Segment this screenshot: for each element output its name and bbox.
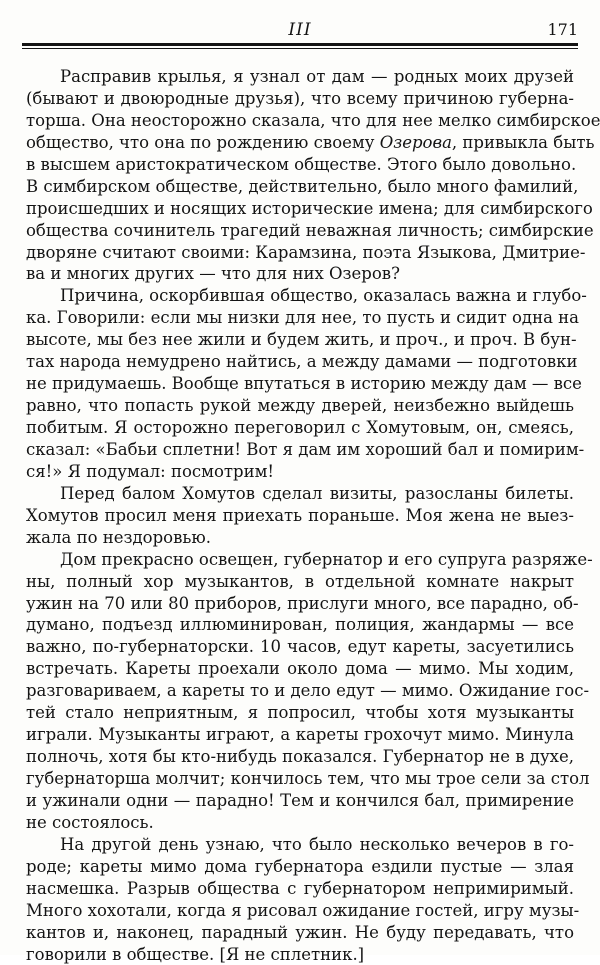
text-line: (бывают и двоюродные друзья), что всему причиною губерна- bbox=[26, 88, 574, 110]
text-line: говорили в обществе. [Я не сплетник.] bbox=[26, 944, 574, 965]
text-line: губернаторша молчит; кончилось тем, что мы трое сели за стол bbox=[26, 768, 574, 790]
text-line: кантов и, наконец, парадный ужин. Не буду передавать, что bbox=[26, 922, 574, 944]
text-line: тах народа немудрено найтись, а между дамами — подготовки bbox=[26, 351, 574, 373]
italic-name: Озерова bbox=[380, 133, 452, 152]
text-line: происшедших и носящих исторические имена; для симбирского bbox=[26, 198, 574, 220]
text-line: не придумаешь. Вообще впутаться в историю между дам — все bbox=[26, 373, 574, 395]
text-run: , привыкла быть bbox=[452, 133, 595, 152]
paragraph bbox=[26, 285, 574, 482]
text-line bbox=[26, 132, 574, 154]
page-header bbox=[22, 18, 578, 44]
text-line: ка. Говорили: если мы низки для нее, то пусть и сидит одна на bbox=[26, 307, 574, 329]
text-line: в высшем аристократическом обществе. Этого было довольно. bbox=[26, 154, 574, 176]
page-number: 171 bbox=[547, 20, 578, 39]
text-line: Причина, оскорбившая общество, оказалась важна и глубо- bbox=[26, 285, 574, 307]
text-run: общество, что она по рождению своему bbox=[26, 133, 380, 152]
text-line: дворяне считают своими: Карамзина, поэта Языкова, Дмитрие- bbox=[26, 242, 574, 264]
paragraph bbox=[26, 483, 574, 549]
text-line: и ужинали одни — парадно! Тем и кончился бал, примирение bbox=[26, 790, 574, 812]
text-line: насмешка. Разрыв общества с губернатором непримиримый. bbox=[26, 878, 574, 900]
text-line: ся!» Я подумал: посмотрим! bbox=[26, 461, 574, 483]
paragraph bbox=[26, 66, 574, 285]
running-title: III bbox=[22, 20, 578, 40]
text-line: Дом прекрасно освещен, губернатор и его супруга разряже- bbox=[26, 549, 574, 571]
text-line: равно, что попасть рукой между дверей, неизбежно выйдешь bbox=[26, 395, 574, 417]
text-line: тей стало неприятным, я попросил, чтобы хотя музыканты bbox=[26, 702, 574, 724]
text-line: встречать. Кареты проехали около дома — мимо. Мы ходим, bbox=[26, 658, 574, 680]
paragraph bbox=[26, 549, 574, 834]
text-line: ны, полный хор музыкантов, в отдельной комнате накрыт bbox=[26, 571, 574, 593]
text-line: ужин на 70 или 80 приборов, прислуги много, все парадно, об- bbox=[26, 593, 574, 615]
header-rule-thin bbox=[22, 48, 578, 49]
text-line: не состоялось. bbox=[26, 812, 574, 834]
text-line: играли. Музыканты играют, а кареты грохочут мимо. Минула bbox=[26, 724, 574, 746]
text-line: общества сочинитель трагедий неважная личность; симбирские bbox=[26, 220, 574, 242]
text-line: побитым. Я осторожно переговорил с Хомутовым, он, смеясь, bbox=[26, 417, 574, 439]
text-line: Много хохотали, когда я рисовал ожидание гостей, игру музы- bbox=[26, 900, 574, 922]
text-line: Расправив крылья, я узнал от дам — родных моих друзей bbox=[26, 66, 574, 88]
text-line: полночь, хотя бы кто-нибудь показался. Губернатор не в духе, bbox=[26, 746, 574, 768]
body-text bbox=[26, 66, 574, 965]
text-line: торша. Она неосторожно сказала, что для нее мелко симбирское bbox=[26, 110, 574, 132]
text-line: думано, подъезд иллюминирован, полиция, жандармы — все bbox=[26, 614, 574, 636]
text-line: В симбирском обществе, действительно, было много фамилий, bbox=[26, 176, 574, 198]
text-line: жала по нездоровью. bbox=[26, 527, 574, 549]
text-line: сказал: «Бабьи сплетни! Вот я дам им хороший бал и помирим- bbox=[26, 439, 574, 461]
text-line: ва и многих других — что для них Озеров? bbox=[26, 263, 574, 285]
text-line: высоте, мы без нее жили и будем жить, и проч., и проч. В бун- bbox=[26, 329, 574, 351]
text-line: роде; кареты мимо дома губернатора ездили пустые — злая bbox=[26, 856, 574, 878]
text-line: важно, по-губернаторски. 10 часов, едут кареты, засуетились bbox=[26, 636, 574, 658]
text-line: Хомутов просил меня приехать пораньше. Моя жена не выез- bbox=[26, 505, 574, 527]
paragraph bbox=[26, 834, 574, 965]
text-line: Перед балом Хомутов сделал визиты, разосланы билеты. bbox=[26, 483, 574, 505]
text-line: разговариваем, а кареты то и дело едут — мимо. Ожидание гос- bbox=[26, 680, 574, 702]
header-rule-thick bbox=[22, 43, 578, 46]
text-line: На другой день узнаю, что было несколько вечеров в го- bbox=[26, 834, 574, 856]
